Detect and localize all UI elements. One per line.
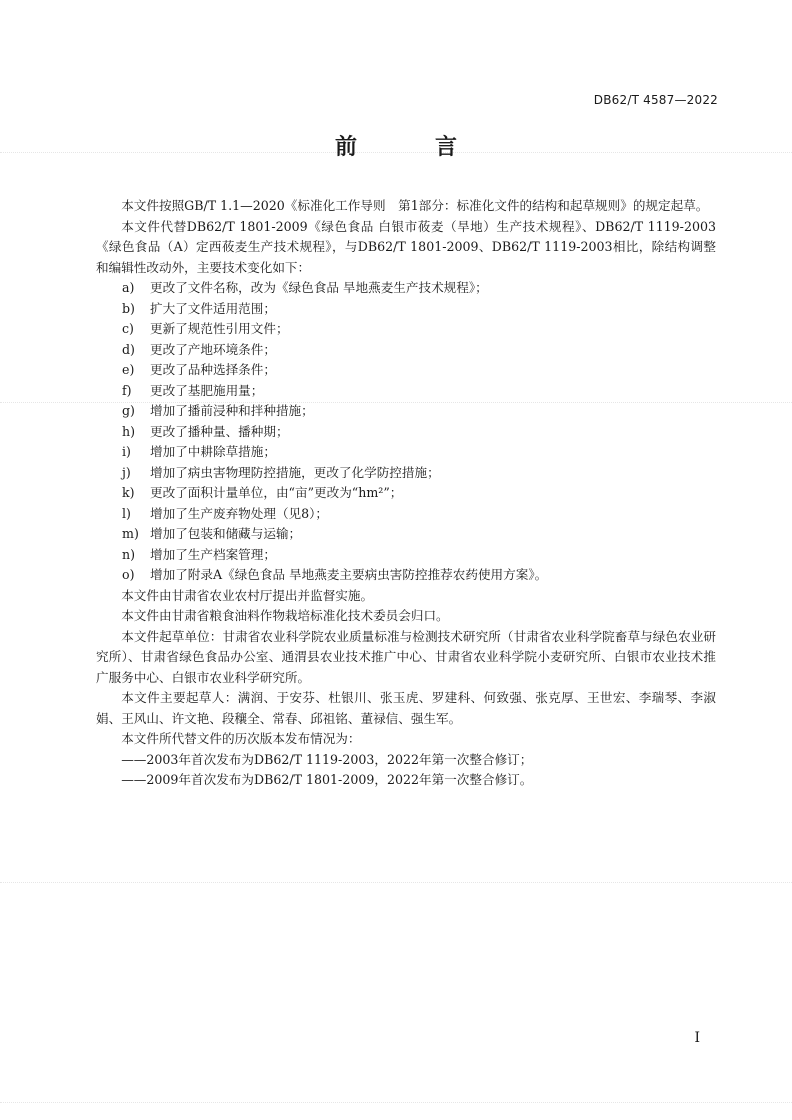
list-item-text: 更改了基肥施用量； <box>150 382 264 398</box>
history-item: ——2003年首次发布为DB62/T 1119-2003，2022年第一次整合修订； <box>121 751 533 767</box>
list-item-text: 更改了文件名称，改为《绿色食品 旱地燕麦生产技术规程》； <box>150 280 488 295</box>
list-item <box>96 299 716 320</box>
list-marker: j) <box>122 464 131 480</box>
list-marker: i) <box>122 444 131 459</box>
page-title: 前 言 <box>334 135 485 160</box>
list-item-text: 增加了病虫害物理防控措施，更改了化学防控措施； <box>150 464 440 480</box>
list-marker: d) <box>122 341 135 357</box>
list-item <box>96 483 716 504</box>
drafting-units-paragraph: 本文件起草单位：甘肃省农业科学院农业质量标准与检测技术研究所（甘肃省农业科学院畜草与绿色农业研究所）、甘肃省绿色食品办公室、通渭县农业技术推广中心、甘肃省农业科学院小麦研究所、白银市农业技术推广服务中心、白银市农业科学研究所。 <box>96 628 716 685</box>
list-item-text: 更新了规范性引用文件； <box>150 321 289 336</box>
list-item <box>96 381 716 402</box>
list-item <box>96 545 716 566</box>
list-item <box>96 360 716 381</box>
list-item-text: 更改了播种量、播种期； <box>150 423 289 439</box>
list-item-text: 扩大了文件适用范围； <box>150 300 276 316</box>
list-marker: h) <box>122 423 136 439</box>
list-item <box>96 319 716 340</box>
list-item <box>96 340 716 361</box>
scan-line <box>0 882 792 883</box>
list-item-text: 增加了生产档案管理； <box>150 546 276 562</box>
proposer-paragraph: 本文件由甘肃省农业农村厅提出并监督实施。 <box>121 587 374 603</box>
document-code: DB62/T 4587—2022 <box>593 93 718 107</box>
foreword-body <box>96 196 716 791</box>
intro-paragraph: 本文件按照GB/T 1.1—2020《标准化工作导则 第1部分：标准化文件的结构和起草规则》的规定起草。 <box>121 198 709 213</box>
list-item-text: 更改了产地环境条件； <box>150 341 276 357</box>
page-number: I <box>694 1030 700 1046</box>
list-marker: n) <box>122 546 136 562</box>
list-item-text: 增加了包装和储藏与运输； <box>150 526 302 541</box>
list-marker: a) <box>122 280 135 295</box>
changes-list <box>96 278 716 586</box>
list-item-text: 增加了播前浸种和拌种措施； <box>150 403 314 418</box>
list-marker: m) <box>122 526 139 541</box>
list-item-text: 增加了附录A《绿色食品 旱地燕麦主要病虫害防控推荐农药使用方案》。 <box>150 567 548 582</box>
list-item <box>96 401 716 422</box>
list-item <box>96 463 716 484</box>
list-marker: k) <box>122 485 135 500</box>
list-marker: c) <box>122 321 134 336</box>
scan-line <box>0 1102 792 1103</box>
list-item <box>96 504 716 525</box>
list-item <box>96 565 716 586</box>
history-heading: 本文件所代替文件的历次版本发布情况为： <box>121 731 361 746</box>
list-item <box>96 442 716 463</box>
list-marker: l) <box>122 505 131 521</box>
drafters-paragraph: 本文件主要起草人：满润、于安芬、杜银川、张玉虎、罗建科、何致强、张克厚、王世宏、李瑞琴、李淑娟、王风山、许文艳、段穰全、常春、邱祖铭、董禄信、强生军。 <box>96 690 716 726</box>
list-item <box>96 278 716 299</box>
history-item: ——2009年首次发布为DB62/T 1801-2009，2022年第一次整合修订。 <box>121 772 533 787</box>
list-item-text: 更改了品种选择条件； <box>150 362 276 377</box>
intro-paragraph: 本文件代替DB62/T 1801-2009《绿色食品 白银市莜麦（旱地）生产技术规程》、DB62/T 1119-2003《绿色食品（A）定西莜麦生产技术规程》，与DB62/T 1801-2009、DB62/T 1119-2003相比，除结构调整和编辑性改动外，主要技术变化如下： <box>96 218 716 275</box>
list-marker: e) <box>122 362 135 377</box>
list-item-text: 增加了中耕除草措施； <box>150 444 276 459</box>
list-marker: b) <box>122 300 135 316</box>
committee-paragraph: 本文件由甘肃省粮食油料作物栽培标准化技术委员会归口。 <box>121 608 449 623</box>
list-item-text: 增加了生产废弃物处理（见8）； <box>150 505 329 521</box>
list-item <box>96 422 716 443</box>
list-marker: o) <box>122 567 135 582</box>
list-marker: g) <box>122 403 135 418</box>
list-marker: f) <box>122 382 132 398</box>
list-item <box>96 524 716 545</box>
list-item-text: 更改了面积计量单位，由“亩”更改为“hm²”； <box>150 485 403 500</box>
